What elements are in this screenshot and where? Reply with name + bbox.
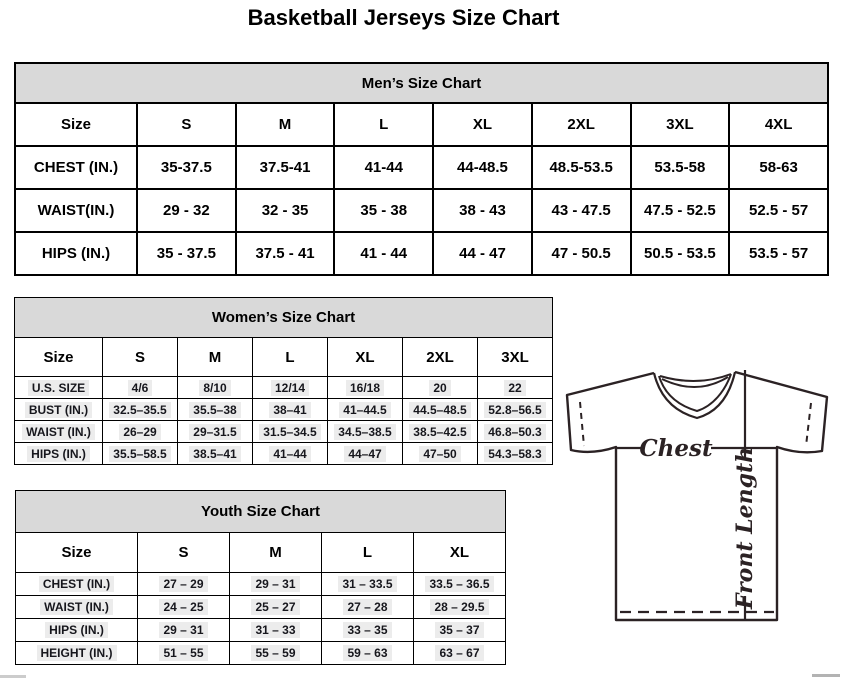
- mens-cell: 53.5-58: [631, 146, 730, 189]
- youth-column-header-row: [16, 533, 506, 573]
- highlighted-value: 38.5–41: [189, 446, 240, 462]
- youth-row-label: [16, 619, 138, 642]
- mens-column-header: 4XL: [729, 103, 828, 146]
- womens-cell: [478, 443, 553, 465]
- mens-cell: 52.5 - 57: [729, 189, 828, 232]
- mens-cell: 44-48.5: [433, 146, 532, 189]
- highlighted-value: 27 – 29: [159, 576, 207, 592]
- highlighted-value: 22: [504, 380, 525, 396]
- mens-cell: 53.5 - 57: [729, 232, 828, 275]
- youth-cell: [230, 596, 322, 619]
- highlighted-value: 12/14: [271, 380, 309, 396]
- womens-row-label: [15, 421, 103, 443]
- highlighted-value: 29 – 31: [251, 576, 299, 592]
- youth-size-table: [15, 490, 506, 665]
- mens-cell: 58-63: [729, 146, 828, 189]
- highlighted-value: WAIST (IN.): [40, 599, 113, 615]
- womens-size-table: [14, 297, 553, 465]
- collar-back-arc-top: [660, 374, 731, 381]
- page-title: Basketball Jerseys Size Chart: [247, 5, 560, 30]
- mens-row-label: HIPS (IN.): [15, 232, 137, 275]
- mens-table-title: Men’s Size Chart: [15, 63, 828, 103]
- youth-column-header: XL: [414, 533, 506, 573]
- womens-cell: [178, 399, 253, 421]
- womens-column-header: 3XL: [478, 338, 553, 377]
- youth-column-header: M: [230, 533, 322, 573]
- highlighted-value: 26–29: [119, 424, 160, 440]
- mens-cell: 38 - 43: [433, 189, 532, 232]
- womens-table-row: [15, 421, 553, 443]
- highlighted-value: 29–31.5: [189, 424, 240, 440]
- youth-row-label: [16, 573, 138, 596]
- highlighted-value: BUST (IN.): [25, 402, 92, 418]
- womens-cell: [103, 443, 178, 465]
- chest-label: Chest: [639, 435, 713, 462]
- highlighted-value: HIPS (IN.): [27, 446, 90, 462]
- youth-cell: [414, 642, 506, 665]
- mens-row-label: CHEST (IN.): [15, 146, 137, 189]
- mens-cell: 37.5 - 41: [236, 232, 335, 275]
- youth-column-header: S: [138, 533, 230, 573]
- youth-cell: [230, 619, 322, 642]
- youth-cell: [138, 619, 230, 642]
- mens-cell: 48.5-53.5: [532, 146, 631, 189]
- mens-column-header: XL: [433, 103, 532, 146]
- youth-cell: [138, 596, 230, 619]
- womens-cell: [178, 443, 253, 465]
- highlighted-value: 25 – 27: [251, 599, 299, 615]
- highlighted-value: 33.5 – 36.5: [425, 576, 493, 592]
- womens-cell: [103, 377, 178, 399]
- mens-cell: 47 - 50.5: [532, 232, 631, 275]
- mens-table-title-row: [15, 63, 828, 103]
- youth-cell: [322, 596, 414, 619]
- highlighted-value: 20: [429, 380, 450, 396]
- youth-row-label: [16, 642, 138, 665]
- highlighted-value: 31 – 33: [251, 622, 299, 638]
- mens-table-row: [15, 189, 828, 232]
- mens-column-header: 2XL: [532, 103, 631, 146]
- mens-table-row: [15, 232, 828, 275]
- mens-column-header: L: [334, 103, 433, 146]
- womens-cell: [328, 421, 403, 443]
- mens-column-header: 3XL: [631, 103, 730, 146]
- mens-cell: 29 - 32: [137, 189, 236, 232]
- highlighted-value: HIPS (IN.): [45, 622, 108, 638]
- jersey-measurement-diagram: [556, 356, 842, 626]
- highlighted-value: 54.3–58.3: [484, 446, 545, 462]
- womens-row-label: [15, 399, 103, 421]
- highlighted-value: 4/6: [128, 380, 153, 396]
- mens-cell: 35 - 38: [334, 189, 433, 232]
- youth-column-header: Size: [16, 533, 138, 573]
- mens-cell: 41-44: [334, 146, 433, 189]
- highlighted-value: 28 – 29.5: [430, 599, 488, 615]
- highlighted-value: 38.5–42.5: [409, 424, 470, 440]
- womens-cell: [478, 399, 553, 421]
- mens-cell: 43 - 47.5: [532, 189, 631, 232]
- mens-size-table: [14, 62, 829, 276]
- youth-table-row: [16, 642, 506, 665]
- scrollbar-fragment-right[interactable]: [812, 674, 840, 677]
- mens-column-header: S: [137, 103, 236, 146]
- womens-cell: [478, 421, 553, 443]
- womens-cell: [403, 377, 478, 399]
- mens-cell: 50.5 - 53.5: [631, 232, 730, 275]
- highlighted-value: 35 – 37: [435, 622, 483, 638]
- womens-cell: [328, 377, 403, 399]
- womens-cell: [403, 421, 478, 443]
- mens-cell: 47.5 - 52.5: [631, 189, 730, 232]
- highlighted-value: 52.8–56.5: [484, 402, 545, 418]
- womens-cell: [403, 399, 478, 421]
- mens-cell: 44 - 47: [433, 232, 532, 275]
- womens-column-header: XL: [328, 338, 403, 377]
- womens-column-header-row: [15, 338, 553, 377]
- highlighted-value: 32.5–35.5: [109, 402, 170, 418]
- highlighted-value: 55 – 59: [251, 645, 299, 661]
- highlighted-value: 41–44: [269, 446, 310, 462]
- mens-cell: 41 - 44: [334, 232, 433, 275]
- highlighted-value: 44.5–48.5: [409, 402, 470, 418]
- mens-column-header-row: [15, 103, 828, 146]
- mens-row-label: WAIST(IN.): [15, 189, 137, 232]
- youth-table-row: [16, 596, 506, 619]
- highlighted-value: 8/10: [199, 380, 230, 396]
- right-cuff-dashed-line: [806, 403, 811, 446]
- mens-cell: 35-37.5: [137, 146, 236, 189]
- youth-cell: [138, 642, 230, 665]
- womens-column-header: S: [103, 338, 178, 377]
- highlighted-value: 34.5–38.5: [334, 424, 395, 440]
- highlighted-value: CHEST (IN.): [39, 576, 114, 592]
- youth-cell: [414, 573, 506, 596]
- womens-cell: [253, 443, 328, 465]
- highlighted-value: 33 – 35: [343, 622, 391, 638]
- highlighted-value: 51 – 55: [159, 645, 207, 661]
- highlighted-value: 16/18: [346, 380, 384, 396]
- mens-table-row: [15, 146, 828, 189]
- highlighted-value: 35.5–38: [189, 402, 240, 418]
- highlighted-value: 35.5–58.5: [109, 446, 170, 462]
- youth-column-header: L: [322, 533, 414, 573]
- highlighted-value: 63 – 67: [435, 645, 483, 661]
- womens-column-header: L: [253, 338, 328, 377]
- highlighted-value: 41–44.5: [339, 402, 390, 418]
- youth-cell: [322, 619, 414, 642]
- womens-cell: [403, 443, 478, 465]
- highlighted-value: U.S. SIZE: [28, 380, 89, 396]
- youth-table-title: Youth Size Chart: [16, 491, 506, 533]
- mens-cell: 32 - 35: [236, 189, 335, 232]
- mens-cell: 37.5-41: [236, 146, 335, 189]
- collar-inner-v: [659, 374, 731, 411]
- youth-cell: [230, 642, 322, 665]
- womens-table-title-row: [15, 298, 553, 338]
- womens-row-label: [15, 377, 103, 399]
- youth-cell: [230, 573, 322, 596]
- highlighted-value: 29 – 31: [159, 622, 207, 638]
- womens-column-header: Size: [15, 338, 103, 377]
- youth-row-label: [16, 596, 138, 619]
- highlighted-value: 27 – 28: [343, 599, 391, 615]
- womens-table-row: [15, 443, 553, 465]
- highlighted-value: 59 – 63: [343, 645, 391, 661]
- womens-cell: [328, 399, 403, 421]
- youth-table-row: [16, 573, 506, 596]
- youth-cell: [138, 573, 230, 596]
- womens-cell: [253, 377, 328, 399]
- youth-table-row: [16, 619, 506, 642]
- womens-cell: [103, 421, 178, 443]
- highlighted-value: 31.5–34.5: [259, 424, 320, 440]
- womens-cell: [253, 399, 328, 421]
- womens-cell: [178, 421, 253, 443]
- highlighted-value: HEIGHT (IN.): [37, 645, 117, 661]
- highlighted-value: 31 – 33.5: [338, 576, 396, 592]
- womens-column-header: 2XL: [403, 338, 478, 377]
- mens-column-header: Size: [15, 103, 137, 146]
- mens-column-header: M: [236, 103, 335, 146]
- mens-cell: 35 - 37.5: [137, 232, 236, 275]
- front-length-label: Front Length: [732, 446, 758, 610]
- highlighted-value: WAIST (IN.): [22, 424, 95, 440]
- womens-cell: [478, 377, 553, 399]
- highlighted-value: 24 – 25: [159, 599, 207, 615]
- left-cuff-dashed-line: [580, 402, 584, 446]
- womens-column-header: M: [178, 338, 253, 377]
- womens-table-title: Women’s Size Chart: [15, 298, 553, 338]
- youth-cell: [414, 596, 506, 619]
- womens-row-label: [15, 443, 103, 465]
- youth-cell: [322, 642, 414, 665]
- scrollbar-fragment-left[interactable]: [0, 675, 26, 678]
- womens-table-row: [15, 377, 553, 399]
- highlighted-value: 38–41: [269, 402, 310, 418]
- highlighted-value: 44–47: [344, 446, 385, 462]
- highlighted-value: 47–50: [419, 446, 460, 462]
- womens-cell: [253, 421, 328, 443]
- womens-cell: [103, 399, 178, 421]
- youth-cell: [322, 573, 414, 596]
- jersey-outline: [567, 372, 827, 620]
- highlighted-value: 46.8–50.3: [484, 424, 545, 440]
- womens-cell: [178, 377, 253, 399]
- youth-table-title-row: [16, 491, 506, 533]
- youth-cell: [414, 619, 506, 642]
- womens-table-row: [15, 399, 553, 421]
- womens-cell: [328, 443, 403, 465]
